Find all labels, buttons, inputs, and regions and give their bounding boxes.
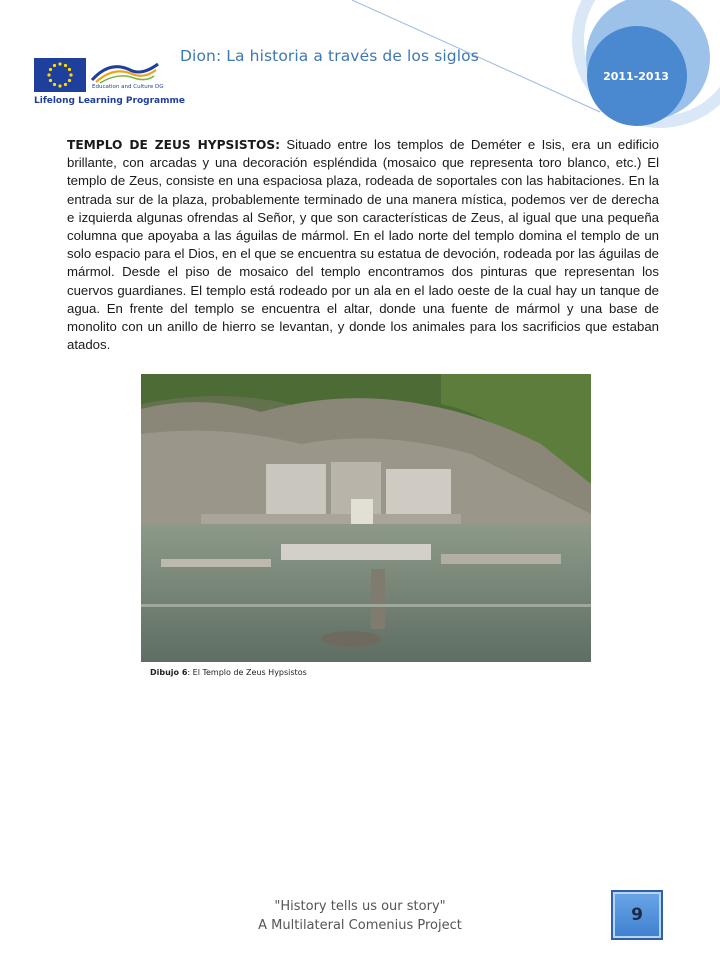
footer-project: A Multilateral Comenius Project — [258, 918, 462, 933]
page-number-box — [611, 890, 663, 940]
page-number: 9 — [631, 905, 643, 925]
figure-label: Dibujo 6 — [150, 668, 188, 677]
eu-flag-logo — [34, 58, 86, 92]
dg-label: Education and Culture DG — [92, 84, 164, 90]
figure-caption — [150, 668, 307, 677]
description-text: Situado entre los templos de Deméter e Isis, era un edificio brillante, con arcadas y una decoración espléndida (mosaico que representa toro blanco, etc.) El templo de Zeus, consiste en una espaciosa plaza, rodeada de soportales con las habitaciones. En la entrada sur de la plaza, probablemente terminado de una manera mística, podemos ver de derecha e izquierda algunas ofrendas al Señor, y que son características de Zeus, al igual que una pequeña columna que apoyaba a las águilas de mármol. En el lado norte del templo domina el templo de un solo espacio para el Dios, en el que se encuentra su estatua de devoción, rodeada por las águilas de mármol. Desde el piso de mosaico del templo encontramos dos pinturas que representan los cuervos guardianes. El templo está rodeado por un ala en el lado oeste de la cual hay un tanque de agua. En frente del templo se encuentra el altar, donde una fuente de mármol y una base de monolito con un anillo de hierro se levantan, y donde los animales para los sacrificios que estaban atados. — [67, 137, 659, 353]
footer-motto: "History tells us our story" — [274, 899, 446, 914]
temple-ruins-photo — [141, 374, 591, 662]
figure-text: : El Templo de Zeus Hypsistos — [187, 668, 307, 677]
education-culture-swoosh-logo — [90, 58, 160, 84]
section-heading: TEMPLO DE ZEUS HYPSISTOS: — [67, 138, 280, 152]
programme-label: Lifelong Learning Programme — [34, 96, 185, 106]
footer — [200, 897, 520, 935]
temple-description — [67, 136, 659, 354]
project-years: 2011-2013 — [603, 70, 669, 83]
document-title: Dion: La historia a través de los siglos — [180, 47, 479, 65]
